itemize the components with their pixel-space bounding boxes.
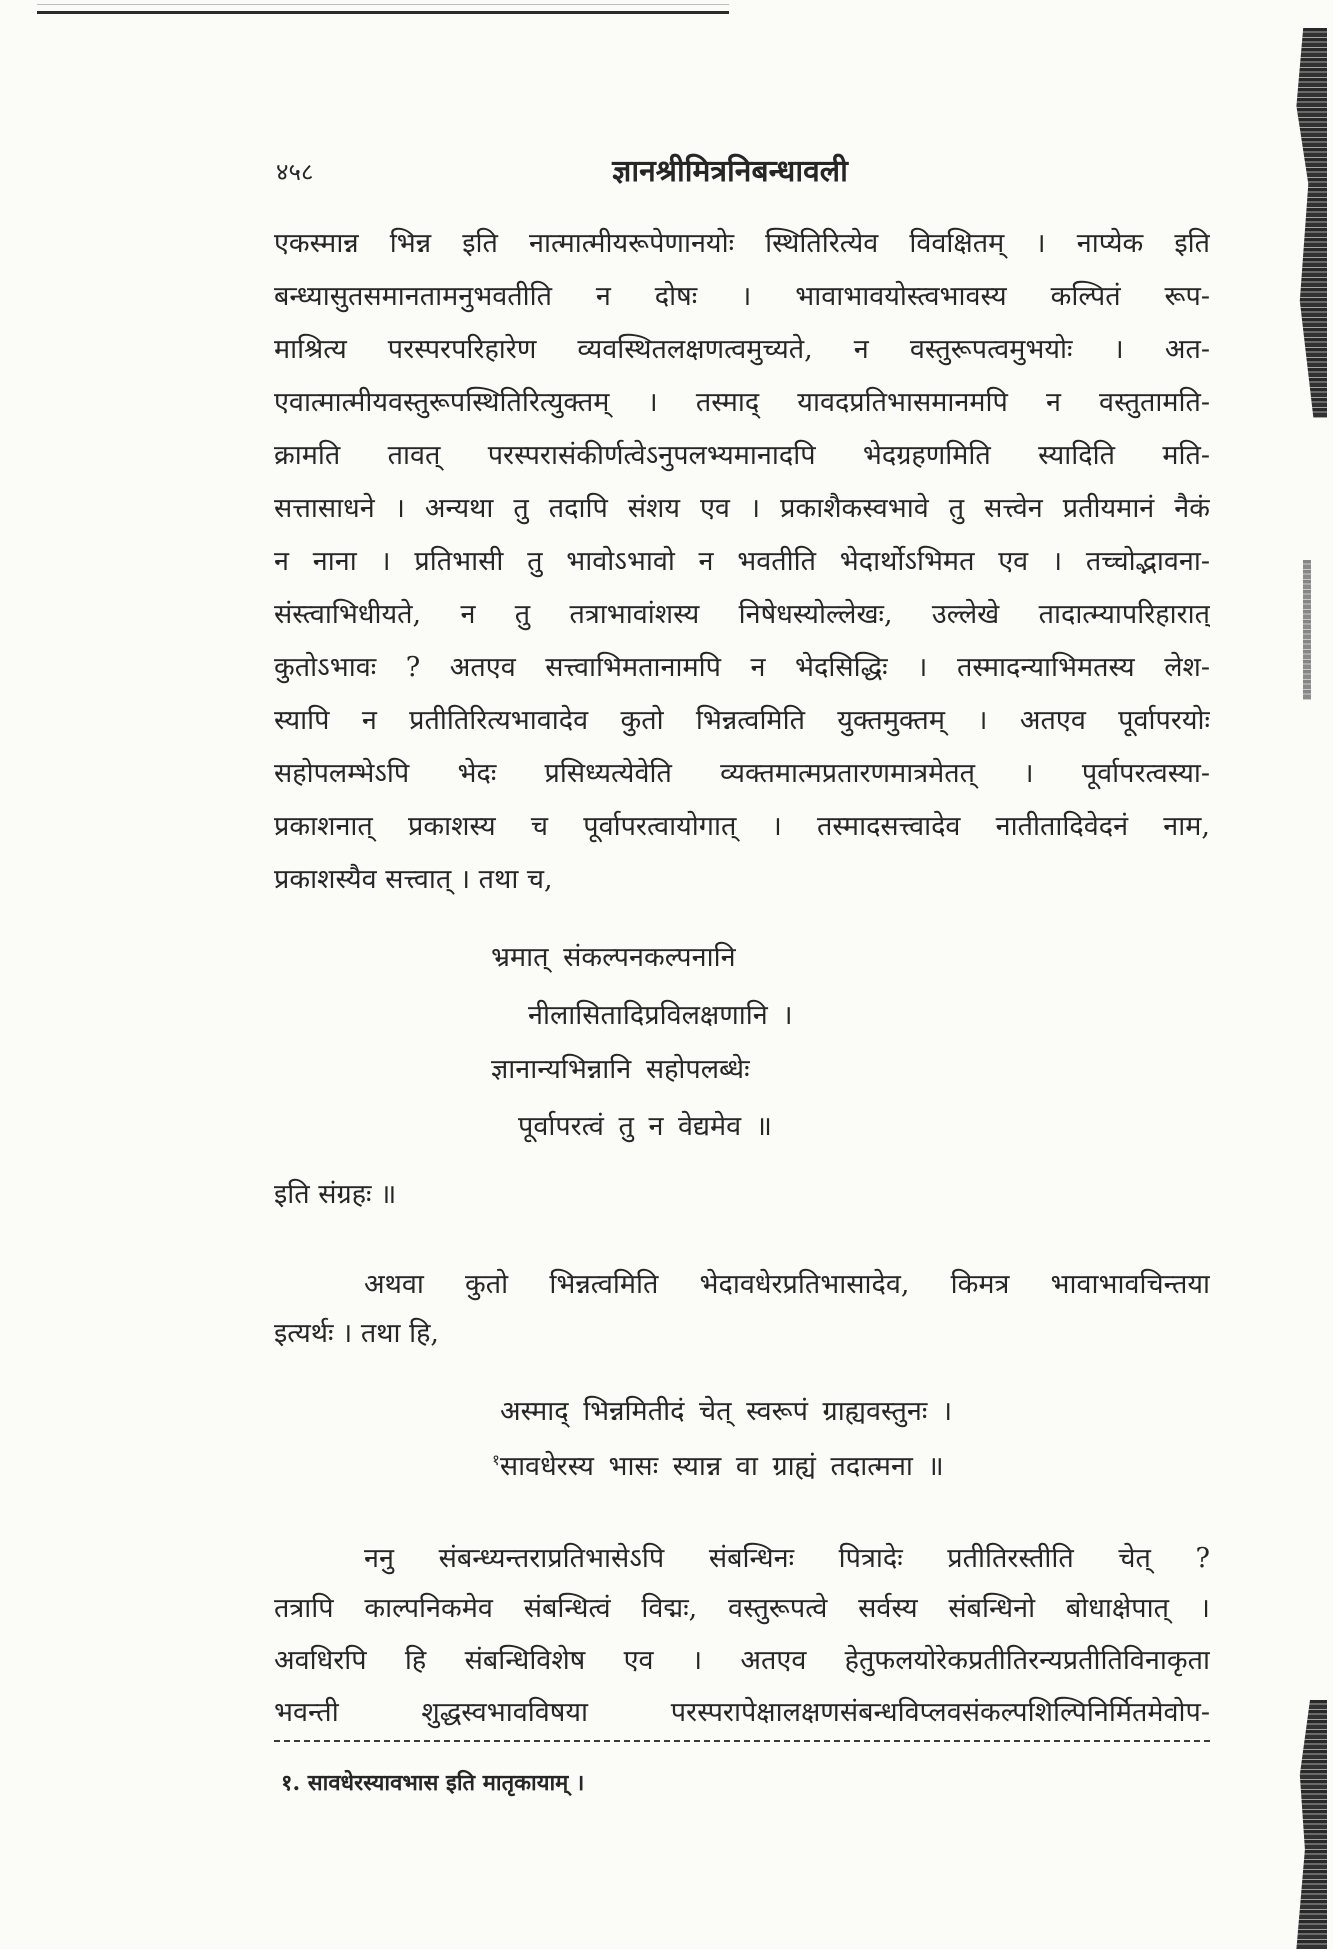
text-line: एवात्मात्मीयवस्तुरूपस्थितिरित्युक्तम् । तस्माद् यावदप्रतिभासमानमपि न वस्तुतामति- bbox=[274, 387, 1210, 418]
footnote: १. सावधेरस्यावभास इति मातृकायाम् । bbox=[281, 1770, 585, 1796]
scan-edge-artifact-top bbox=[1293, 28, 1327, 418]
text-line: बन्ध्यासुतसमानतामनुभवतीति न दोषः । भावाभावयोस्त्वभावस्य कल्पितं रूप- bbox=[274, 281, 1210, 312]
text-line: स्यापि न प्रतीतिरित्यभावादेव कुतो भिन्नत्वमिति युक्तमुक्तम् । अतएव पूर्वापरयोः bbox=[274, 705, 1210, 736]
page-number: ४५८ bbox=[276, 158, 314, 186]
text-line: संस्त्वाभिधीयते, न तु तत्राभावांशस्य निषेधस्योल्लेखः, उल्लेखे तादात्म्यापरिहारात् bbox=[274, 599, 1210, 630]
colophon: इति संग्रहः ॥ bbox=[274, 1179, 397, 1210]
text-line: क्रामति तावत् परस्परासंकीर्णत्वेऽनुपलभ्यमानादपि भेदग्रहणमिति स्यादिति मति- bbox=[274, 440, 1210, 471]
scan-top-rule bbox=[37, 11, 729, 14]
text-line: ननु संबन्ध्यन्तराप्रतिभासेऽपि संबन्धिनः पित्रादेः प्रतीतिरस्तीति चेत् ? bbox=[364, 1543, 1210, 1574]
scan-top-faint-line bbox=[37, 4, 729, 5]
text-line: न नाना । प्रतिभासी तु भावोऽभावो न भवतीति भेदार्थोऽभिमत एव । तच्चोद्भावना- bbox=[274, 546, 1210, 577]
running-title: ज्ञानश्रीमित्रनिबन्धावली bbox=[612, 154, 848, 189]
verse-line: भ्रमात् संकल्पनकल्पनानि bbox=[491, 942, 736, 973]
text-line: प्रकाशस्यैव सत्त्वात् । तथा च, bbox=[274, 864, 553, 895]
text-line: कुतोऽभावः ? अतएव सत्त्वाभिमतानामपि न भेदसिद्धिः । तस्मादन्याभिमतस्य लेश- bbox=[274, 652, 1210, 683]
text-line: अथवा कुतो भिन्नत्वमिति भेदावधेरप्रतिभासादेव, किमत्र भावाभावचिन्तया bbox=[364, 1269, 1210, 1300]
text-line: माश्रित्य परस्परपरिहारेण व्यवस्थितलक्षणत्वमुच्यते, न वस्तुरूपत्वमुभयोः । अत- bbox=[274, 334, 1210, 365]
verse-line: ज्ञानान्यभिन्नानि सहोपलब्धेः bbox=[491, 1054, 750, 1085]
text-line: प्रकाशनात् प्रकाशस्य च पूर्वापरत्वायोगात् । तस्मादसत्त्वादेव नातीतादिवेदनं नाम, bbox=[274, 811, 1210, 842]
text-line: सहोपलम्भेऽपि भेदः प्रसिध्यत्येवेति व्यक्तमात्मप्रतारणमात्रमेतत् । पूर्वापरत्वस्या- bbox=[274, 758, 1210, 789]
text-line: एकस्मान्न भिन्न इति नात्मात्मीयरूपेणानयोः स्थितिरित्येव विवक्षितम् । नाप्येक इति bbox=[274, 228, 1210, 259]
text-line: तत्रापि काल्पनिकमेव संबन्धित्वं विद्मः, वस्तुरूपत्वे सर्वस्य संबन्धिनो बोधाक्षेपात् । bbox=[274, 1593, 1210, 1624]
footnote-marker: १ bbox=[492, 1451, 500, 1469]
verse-line: नीलासितादिप्रविलक्षणानि । bbox=[528, 1000, 793, 1031]
text-line: इत्यर्थः । तथा हि, bbox=[274, 1318, 439, 1349]
verse-line: अस्माद् भिन्नमितीदं चेत् स्वरूपं ग्राह्यवस्तुनः । bbox=[500, 1396, 953, 1427]
text-line: सत्तासाधने । अन्यथा तु तदापि संशय एव । प्रकाशैकस्वभावे तु सत्त्वेन प्रतीयमानं नैकं bbox=[274, 493, 1210, 524]
footnote-separator bbox=[274, 1740, 1210, 1742]
verse-line-text: सावधेरस्य भासः स्यान्न वा ग्राह्यं तदात्मना ॥ bbox=[499, 1451, 944, 1482]
text-line: भवन्ती शुद्धस्वभावविषया परस्परापेक्षालक्षणसंबन्धविप्लवसंकल्पशिल्पिनिर्मितमेवोप- bbox=[274, 1697, 1210, 1728]
scan-edge-artifact-middle bbox=[1303, 560, 1311, 700]
verse-line bbox=[492, 1440, 1192, 1493]
verse-line: पूर्वापरत्वं तु न वेद्यमेव ॥ bbox=[518, 1111, 772, 1142]
scan-edge-artifact-bottom bbox=[1293, 1700, 1327, 1949]
text-line: अवधिरपि हि संबन्धिविशेष एव । अतएव हेतुफलयोरेकप्रतीतिरन्यप्रतीतिविनाकृता bbox=[274, 1645, 1210, 1676]
